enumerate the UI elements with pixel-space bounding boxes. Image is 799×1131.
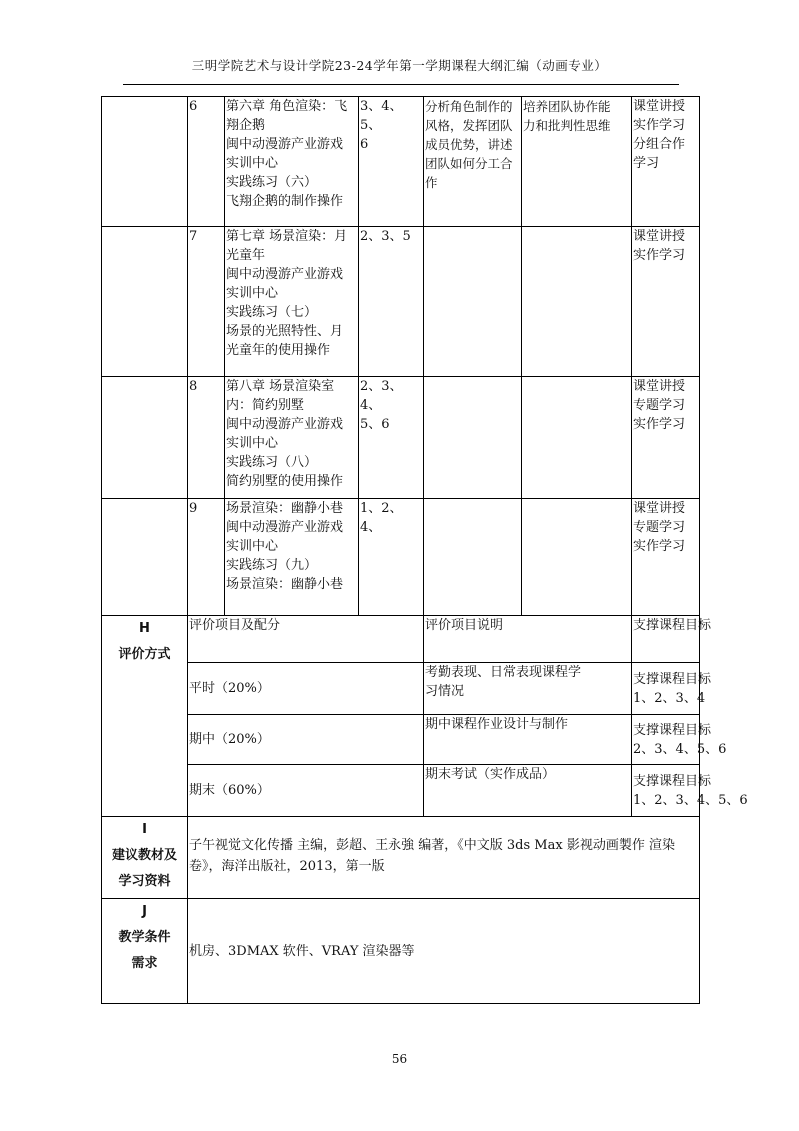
chapter-content-line: 实践练习（六） xyxy=(226,175,318,190)
chapter-rows xyxy=(102,97,700,616)
eval-col1-header: 评价项目及配分 xyxy=(188,616,424,663)
chapter-goals xyxy=(359,499,424,616)
textbook-section-label xyxy=(102,817,188,899)
chapter-content-line: 实训中心 xyxy=(226,286,279,301)
chapter-goals-line: 6 xyxy=(360,137,369,152)
chapter-method xyxy=(632,227,700,377)
chapter-method-line: 实作学习 xyxy=(633,118,686,133)
chapter-method-line: 实作学习 xyxy=(633,248,686,263)
conditions-section xyxy=(102,899,700,1004)
syllabus-table xyxy=(101,96,748,1004)
header-rule xyxy=(123,84,679,85)
chapter-ideology-line: 团队如何分工合 xyxy=(425,156,513,171)
section-letter-h: H xyxy=(139,621,150,636)
chapter-method-line: 课堂讲授 xyxy=(633,99,686,114)
chapter-content-line: 实践练习（七） xyxy=(226,305,318,320)
chapter-content-line: 场景的光照特性、月 xyxy=(226,324,344,339)
chapter-goals-line: 1、2、4、 xyxy=(360,501,403,535)
chapter-content-line: 光童年的使用操作 xyxy=(226,343,331,358)
chapter-goals xyxy=(359,227,424,377)
chapter-method-line: 分组合作 xyxy=(633,137,686,152)
chapter-content-line: 实训中心 xyxy=(226,539,279,554)
textbook-text: 子午视觉文化传播 主编，彭超、王永強 编著，《中文版 3ds Max 影视动画製作 渲染卷》，海洋出版社，2013，第一版 xyxy=(188,817,700,899)
chapter-content-line: 闽中动漫游产业游戏 xyxy=(226,417,344,432)
eval-target xyxy=(632,663,712,715)
chapter-content xyxy=(225,97,359,227)
eval-col2-header: 评价项目说明 xyxy=(424,616,632,663)
chapter-content-line: 实训中心 xyxy=(226,156,279,171)
chapter-cultivate xyxy=(522,499,632,616)
chapter-row xyxy=(102,97,700,227)
chapter-cultivate xyxy=(522,97,632,227)
chapter-goals-line: 3、4、5、 xyxy=(360,99,403,133)
chapter-cultivate xyxy=(522,377,632,499)
chapter-ideology xyxy=(424,377,522,499)
chapter-content xyxy=(225,377,359,499)
chapter-row xyxy=(102,499,700,616)
chapter-method-line: 学习 xyxy=(633,156,660,171)
textbook-section xyxy=(102,817,700,899)
chapter-ideology-line: 风格，发挥团队 xyxy=(425,118,513,133)
eval-target xyxy=(632,715,727,765)
evaluation-row xyxy=(102,663,700,715)
chapter-ideology-line: 作 xyxy=(425,175,438,190)
eval-description-line: 习情况 xyxy=(425,684,465,699)
eval-target-line: 1、2、3、4 xyxy=(633,690,706,706)
section-blank-cell xyxy=(102,377,188,499)
chapter-content-line: 翔企鹅 xyxy=(226,118,266,133)
chapter-row xyxy=(102,227,700,377)
chapter-goals-line: 2、3、5 xyxy=(360,229,411,244)
chapter-method xyxy=(632,97,700,227)
eval-col3-header: 支撑课程目标 xyxy=(632,616,700,663)
chapter-goals xyxy=(359,97,424,227)
eval-description-line: 期中课程作业设计与制作 xyxy=(425,717,569,732)
chapter-number: 9 xyxy=(188,499,225,616)
chapter-method-line: 课堂讲授 xyxy=(633,379,686,394)
chapter-method-line: 课堂讲授 xyxy=(633,501,686,516)
eval-description xyxy=(424,715,632,765)
chapter-row xyxy=(102,377,700,499)
chapter-cultivate-line: 培养团队协作能 xyxy=(523,99,611,114)
chapter-content xyxy=(225,499,359,616)
chapter-cultivate-line: 力和批判性思维 xyxy=(523,118,611,133)
chapter-content-line: 第七章 场景渲染：月 xyxy=(226,229,348,244)
chapter-content xyxy=(225,227,359,377)
eval-target xyxy=(632,765,748,817)
chapter-content-line: 闽中动漫游产业游戏 xyxy=(226,520,344,535)
chapter-content-line: 第六章 角色渲染：飞 xyxy=(226,99,348,114)
eval-target-line: 1、2、3、4、5、6 xyxy=(633,792,748,808)
eval-target-line: 支撑课程目标 xyxy=(633,722,712,738)
chapter-method-line: 实作学习 xyxy=(633,539,686,554)
eval-target-line: 支撑课程目标 xyxy=(633,773,712,789)
chapter-content-line: 实训中心 xyxy=(226,436,279,451)
chapter-content-line: 第八章 场景渲染室 xyxy=(226,379,335,394)
chapter-method-line: 实作学习 xyxy=(633,417,686,432)
eval-item: 期中（20%） xyxy=(188,715,424,765)
evaluation-section-label xyxy=(102,616,188,817)
section-title-conditions-1: 教学条件 xyxy=(118,930,171,945)
section-letter-j: J xyxy=(142,904,147,919)
chapter-content-line: 场景渲染：幽静小巷 xyxy=(226,501,344,516)
chapter-goals-line: 5、6 xyxy=(360,417,390,432)
eval-item: 平时（20%） xyxy=(188,663,424,715)
section-blank-cell xyxy=(102,97,188,227)
chapter-goals xyxy=(359,377,424,499)
conditions-section-label xyxy=(102,899,188,1004)
evaluation-row xyxy=(102,765,700,817)
eval-description-line: 期末考试（实作成品） xyxy=(425,767,556,782)
section-blank-cell xyxy=(102,227,188,377)
chapter-method-line: 课堂讲授 xyxy=(633,229,686,244)
chapter-number: 6 xyxy=(188,97,225,227)
chapter-content-line: 光童年 xyxy=(226,248,266,263)
eval-target-line: 2、3、4、5、6 xyxy=(633,741,727,757)
chapter-content-line: 飞翔企鹅的制作操作 xyxy=(226,194,344,209)
evaluation-row xyxy=(102,715,700,765)
chapter-content-line: 闽中动漫游产业游戏 xyxy=(226,137,344,152)
page-number: 56 xyxy=(391,1052,408,1066)
chapter-content-line: 实践练习（九） xyxy=(226,558,318,573)
chapter-ideology-line: 分析角色制作的 xyxy=(425,99,513,114)
page-header: 三明学院艺术与设计学院23-24学年第一学期课程大纲汇编（动画专业） xyxy=(191,58,608,73)
chapter-ideology xyxy=(424,227,522,377)
section-title-conditions-2: 需求 xyxy=(131,956,158,971)
eval-target-line: 支撑课程目标 xyxy=(633,671,712,687)
evaluation-section xyxy=(102,616,748,817)
chapter-content-line: 简约别墅的使用操作 xyxy=(226,474,344,489)
eval-item: 期末（60%） xyxy=(188,765,424,817)
chapter-content-line: 场景渲染：幽静小巷 xyxy=(226,577,344,592)
chapter-method xyxy=(632,377,700,499)
conditions-text: 机房、3DMAX 软件、VRAY 渲染器等 xyxy=(188,899,700,1004)
eval-description xyxy=(424,663,632,715)
chapter-content-line: 内：简约别墅 xyxy=(226,398,305,413)
section-blank-cell xyxy=(102,499,188,616)
chapter-ideology xyxy=(424,97,522,227)
eval-description xyxy=(424,765,632,817)
chapter-method-line: 专题学习 xyxy=(633,398,686,413)
section-title-textbook-1: 建议教材及 xyxy=(111,848,177,863)
section-title-textbook-2: 学习资料 xyxy=(118,874,171,889)
chapter-method xyxy=(632,499,700,616)
section-title-evaluation: 评价方式 xyxy=(118,647,171,662)
section-letter-i: I xyxy=(142,822,147,837)
chapter-ideology xyxy=(424,499,522,616)
chapter-number: 7 xyxy=(188,227,225,377)
chapter-cultivate xyxy=(522,227,632,377)
chapter-goals-line: 2、3、4、 xyxy=(360,379,403,413)
chapter-number: 8 xyxy=(188,377,225,499)
chapter-ideology-line: 成员优势，讲述 xyxy=(425,137,513,152)
chapter-content-line: 实践练习（八） xyxy=(226,455,318,470)
chapter-method-line: 专题学习 xyxy=(633,520,686,535)
eval-description-line: 考勤表现、日常表现课程学 xyxy=(425,665,582,680)
chapter-content-line: 闽中动漫游产业游戏 xyxy=(226,267,344,282)
